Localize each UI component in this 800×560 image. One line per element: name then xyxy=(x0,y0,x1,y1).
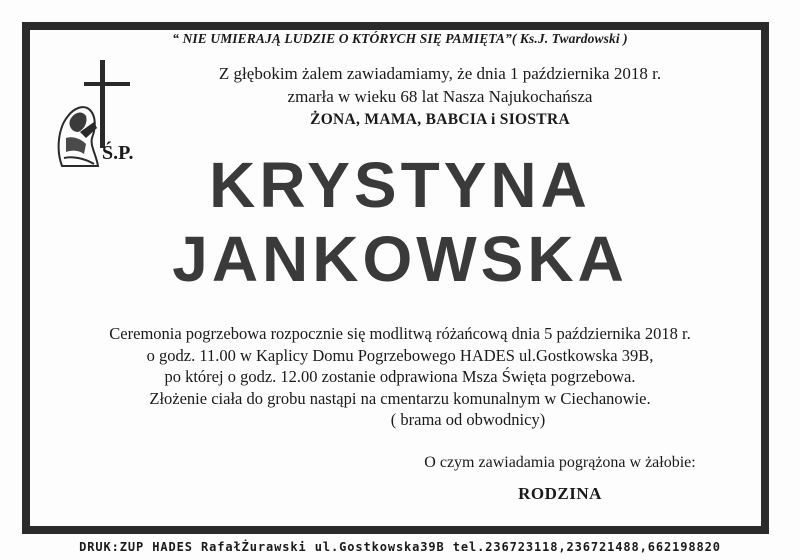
deceased-last-name: JANKOWSKA xyxy=(172,223,628,295)
closing-block xyxy=(400,452,720,504)
roles-line: ŻONA, MAMA, BABCIA i SIOSTRA xyxy=(310,111,570,128)
details-line: Ceremonia pogrzebowa rozpocznie się modlitwą różańcową dnia 5 października 2018 r. xyxy=(109,324,691,343)
ceremony-details xyxy=(60,323,740,431)
details-line: o godz. 11.00 w Kaplicy Domu Pogrzebowego HADES ul.Gostkowska 39B, xyxy=(146,345,654,365)
details-line: Złożenie ciała do grobu nastąpi na cmentarzu komunalnym w Ciechanowie. xyxy=(149,388,651,408)
details-line: ( brama od obwodnicy) xyxy=(390,410,546,429)
intro-line: zmarła w wieku 68 lat Nasza Najukochańsza xyxy=(287,87,593,106)
intro-line: Z głębokim żalem zawiadamiamy, że dnia 1 października 2018 r. xyxy=(218,64,662,83)
printer-footer: DRUK:ZUP HADES RafałŻurawski ul.Gostkowska39B tel.236723118,236721488,662198820 xyxy=(79,540,721,554)
motto-quote: “ NIE UMIERAJĄ LUDZIE O KTÓRYCH SIĘ PAMIĘTA”( Ks.J. Twardowski ) xyxy=(172,31,628,46)
intro-paragraph xyxy=(150,62,730,131)
closing-line: O czym zawiadamia pogrążona w żałobie: xyxy=(424,454,696,471)
deceased-first-name: KRYSTYNA xyxy=(209,149,591,221)
sp-label: Ś.P. xyxy=(102,142,134,164)
details-line: po której o godz. 12.00 zostanie odprawiona Msza Święta pogrzebowa. xyxy=(164,367,636,386)
family-signature: RODZINA xyxy=(518,484,602,503)
